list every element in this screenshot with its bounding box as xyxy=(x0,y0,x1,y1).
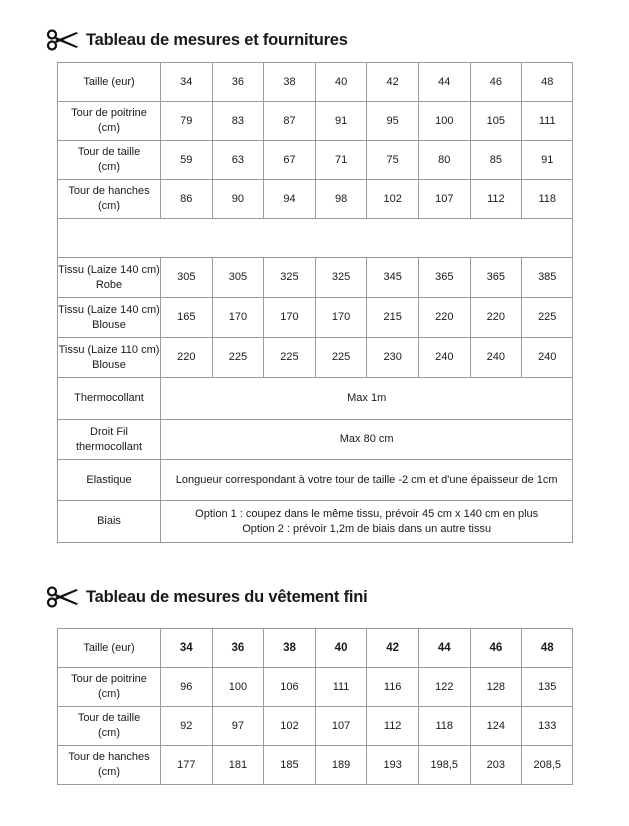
cell-line: Tissu (Laize 140 cm) xyxy=(58,303,160,316)
value-cell: 102 xyxy=(264,707,316,746)
value-cell: 135 xyxy=(522,668,573,707)
value-cell: 133 xyxy=(522,707,573,746)
value-cell: 102 xyxy=(367,180,419,219)
row-label xyxy=(58,707,161,746)
value-cell: 116 xyxy=(367,668,419,707)
cell-line: Option 2 : prévoir 1,2m de biais dans un autre tissu xyxy=(242,522,492,535)
cell-line: Tissu (Laize 140 cm) xyxy=(58,263,160,276)
measure-row xyxy=(58,746,573,785)
value-cell: 98 xyxy=(315,180,367,219)
cell-line: Blouse xyxy=(92,318,126,331)
value-cell: 107 xyxy=(418,180,470,219)
size-header-cell: 36 xyxy=(212,629,264,668)
supply-value xyxy=(161,460,573,501)
value-cell: 165 xyxy=(161,298,213,338)
cell-line: Max 80 cm xyxy=(339,433,394,445)
cell-line: Biais xyxy=(97,515,121,527)
value-cell: 220 xyxy=(470,298,522,338)
size-header-cell: 48 xyxy=(522,629,573,668)
cell-line: (cm) xyxy=(98,200,120,212)
size-header-cell: 42 xyxy=(367,629,419,668)
supply-row xyxy=(58,501,573,543)
value-cell: 208,5 xyxy=(522,746,573,785)
value-cell: 111 xyxy=(315,668,367,707)
value-cell: 220 xyxy=(418,298,470,338)
value-cell: 170 xyxy=(212,298,264,338)
value-cell: 240 xyxy=(418,338,470,378)
value-cell: 83 xyxy=(212,102,264,141)
value-cell: 97 xyxy=(212,707,264,746)
cell-line: Tour de poitrine xyxy=(71,673,147,685)
value-cell: 107 xyxy=(315,707,367,746)
value-cell: 189 xyxy=(315,746,367,785)
fabric-row xyxy=(58,298,573,338)
value-cell: 75 xyxy=(367,141,419,180)
supply-row xyxy=(58,420,573,460)
supply-value xyxy=(161,501,573,543)
value-cell: 71 xyxy=(315,141,367,180)
row-label xyxy=(58,102,161,141)
fabric-row xyxy=(58,258,573,298)
value-cell: 365 xyxy=(418,258,470,298)
cell-line: (cm) xyxy=(98,161,120,173)
value-cell: 203 xyxy=(470,746,522,785)
value-cell: 225 xyxy=(522,298,573,338)
value-cell: 86 xyxy=(161,180,213,219)
value-cell: 122 xyxy=(418,668,470,707)
cell-line: Longueur correspondant à votre tour de taille -2 cm et d'une épaisseur de 1cm xyxy=(175,473,558,486)
value-cell: 91 xyxy=(522,141,573,180)
cell-line: Robe xyxy=(95,278,123,291)
cell-line: Blouse xyxy=(92,358,126,371)
fabric-row xyxy=(58,338,573,378)
value-cell: 95 xyxy=(367,102,419,141)
cell-line: (cm) xyxy=(98,766,120,778)
section2-title: Tableau de mesures du vêtement fini xyxy=(86,587,368,606)
value-cell: 80 xyxy=(418,141,470,180)
cell-line: Thermocollant xyxy=(74,392,144,404)
cell-line: Tour de poitrine xyxy=(71,107,147,119)
cell-line: thermocollant xyxy=(75,440,143,453)
value-cell: 63 xyxy=(212,141,264,180)
value-cell: 112 xyxy=(470,180,522,219)
supply-value xyxy=(161,378,573,420)
value-cell: 220 xyxy=(161,338,213,378)
size-header-label: Taille (eur) xyxy=(58,63,161,102)
value-cell: 240 xyxy=(470,338,522,378)
scissors-icon xyxy=(46,29,80,51)
header-row xyxy=(58,63,573,102)
supply-row xyxy=(58,378,573,420)
measure-row xyxy=(58,707,573,746)
cell-line: Elastique xyxy=(86,473,132,486)
finished-garment-table xyxy=(57,628,573,785)
size-header-cell: 44 xyxy=(418,629,470,668)
cell-line: (cm) xyxy=(98,122,120,134)
size-header-cell: 40 xyxy=(315,63,367,102)
supply-value xyxy=(161,420,573,460)
value-cell: 118 xyxy=(522,180,573,219)
cell-line: Tour de hanches xyxy=(68,751,150,763)
value-cell: 225 xyxy=(264,338,316,378)
value-cell: 170 xyxy=(264,298,316,338)
value-cell: 305 xyxy=(161,258,213,298)
size-header-cell: 34 xyxy=(161,63,213,102)
value-cell: 90 xyxy=(212,180,264,219)
value-cell: 225 xyxy=(212,338,264,378)
value-cell: 198,5 xyxy=(418,746,470,785)
cell-line: Tissu (Laize 110 cm) xyxy=(58,343,160,356)
row-label xyxy=(58,338,161,378)
value-cell: 385 xyxy=(522,258,573,298)
size-header-label: Taille (eur) xyxy=(58,629,161,668)
value-cell: 105 xyxy=(470,102,522,141)
size-header-cell: 36 xyxy=(212,63,264,102)
value-cell: 112 xyxy=(367,707,419,746)
value-cell: 185 xyxy=(264,746,316,785)
supply-row xyxy=(58,460,573,501)
value-cell: 85 xyxy=(470,141,522,180)
value-cell: 87 xyxy=(264,102,316,141)
value-cell: 365 xyxy=(470,258,522,298)
value-cell: 92 xyxy=(161,707,213,746)
value-cell: 111 xyxy=(522,102,573,141)
value-cell: 124 xyxy=(470,707,522,746)
cell-line: Tour de taille xyxy=(77,146,141,158)
value-cell: 325 xyxy=(264,258,316,298)
section2-heading xyxy=(46,586,368,608)
row-label xyxy=(58,668,161,707)
row-label xyxy=(58,460,161,501)
value-cell: 118 xyxy=(418,707,470,746)
measure-row xyxy=(58,668,573,707)
row-label xyxy=(58,378,161,420)
value-cell: 91 xyxy=(315,102,367,141)
size-header-cell: 44 xyxy=(418,63,470,102)
spacer-row xyxy=(58,219,573,258)
value-cell: 240 xyxy=(522,338,573,378)
value-cell: 67 xyxy=(264,141,316,180)
row-label xyxy=(58,746,161,785)
cell-line: (cm) xyxy=(98,727,120,739)
cell-line: Option 1 : coupez dans le même tissu, prévoir 45 cm x 140 cm en plus xyxy=(195,507,539,520)
value-cell: 100 xyxy=(212,668,264,707)
spacer-cell xyxy=(58,219,573,258)
value-cell: 170 xyxy=(315,298,367,338)
value-cell: 106 xyxy=(264,668,316,707)
cell-line: (cm) xyxy=(98,688,120,700)
size-header-cell: 38 xyxy=(264,629,316,668)
value-cell: 230 xyxy=(367,338,419,378)
row-label xyxy=(58,501,161,543)
row-label xyxy=(58,298,161,338)
row-label xyxy=(58,420,161,460)
value-cell: 79 xyxy=(161,102,213,141)
row-label xyxy=(58,180,161,219)
value-cell: 94 xyxy=(264,180,316,219)
value-cell: 177 xyxy=(161,746,213,785)
section1-title: Tableau de mesures et fournitures xyxy=(86,30,348,49)
cell-line: Tour de hanches xyxy=(68,185,150,197)
scissors-icon xyxy=(46,586,80,608)
value-cell: 100 xyxy=(418,102,470,141)
cell-line: Max 1m xyxy=(347,392,387,404)
cell-line: Tour de taille xyxy=(77,712,141,724)
cell-line: Droit Fil xyxy=(90,425,128,438)
value-cell: 59 xyxy=(161,141,213,180)
value-cell: 96 xyxy=(161,668,213,707)
size-header-cell: 46 xyxy=(470,63,522,102)
size-header-cell: 48 xyxy=(522,63,573,102)
value-cell: 225 xyxy=(315,338,367,378)
measurements-supplies-table xyxy=(57,62,573,543)
value-cell: 128 xyxy=(470,668,522,707)
section1-heading xyxy=(46,29,348,51)
value-cell: 345 xyxy=(367,258,419,298)
value-cell: 215 xyxy=(367,298,419,338)
size-header-cell: 40 xyxy=(315,629,367,668)
value-cell: 181 xyxy=(212,746,264,785)
row-label xyxy=(58,141,161,180)
size-header-cell: 42 xyxy=(367,63,419,102)
size-header-cell: 38 xyxy=(264,63,316,102)
value-cell: 193 xyxy=(367,746,419,785)
value-cell: 325 xyxy=(315,258,367,298)
header-row xyxy=(58,629,573,668)
measure-row xyxy=(58,102,573,141)
size-header-cell: 46 xyxy=(470,629,522,668)
measure-row xyxy=(58,180,573,219)
row-label xyxy=(58,258,161,298)
measure-row xyxy=(58,141,573,180)
value-cell: 305 xyxy=(212,258,264,298)
size-header-cell: 34 xyxy=(161,629,213,668)
